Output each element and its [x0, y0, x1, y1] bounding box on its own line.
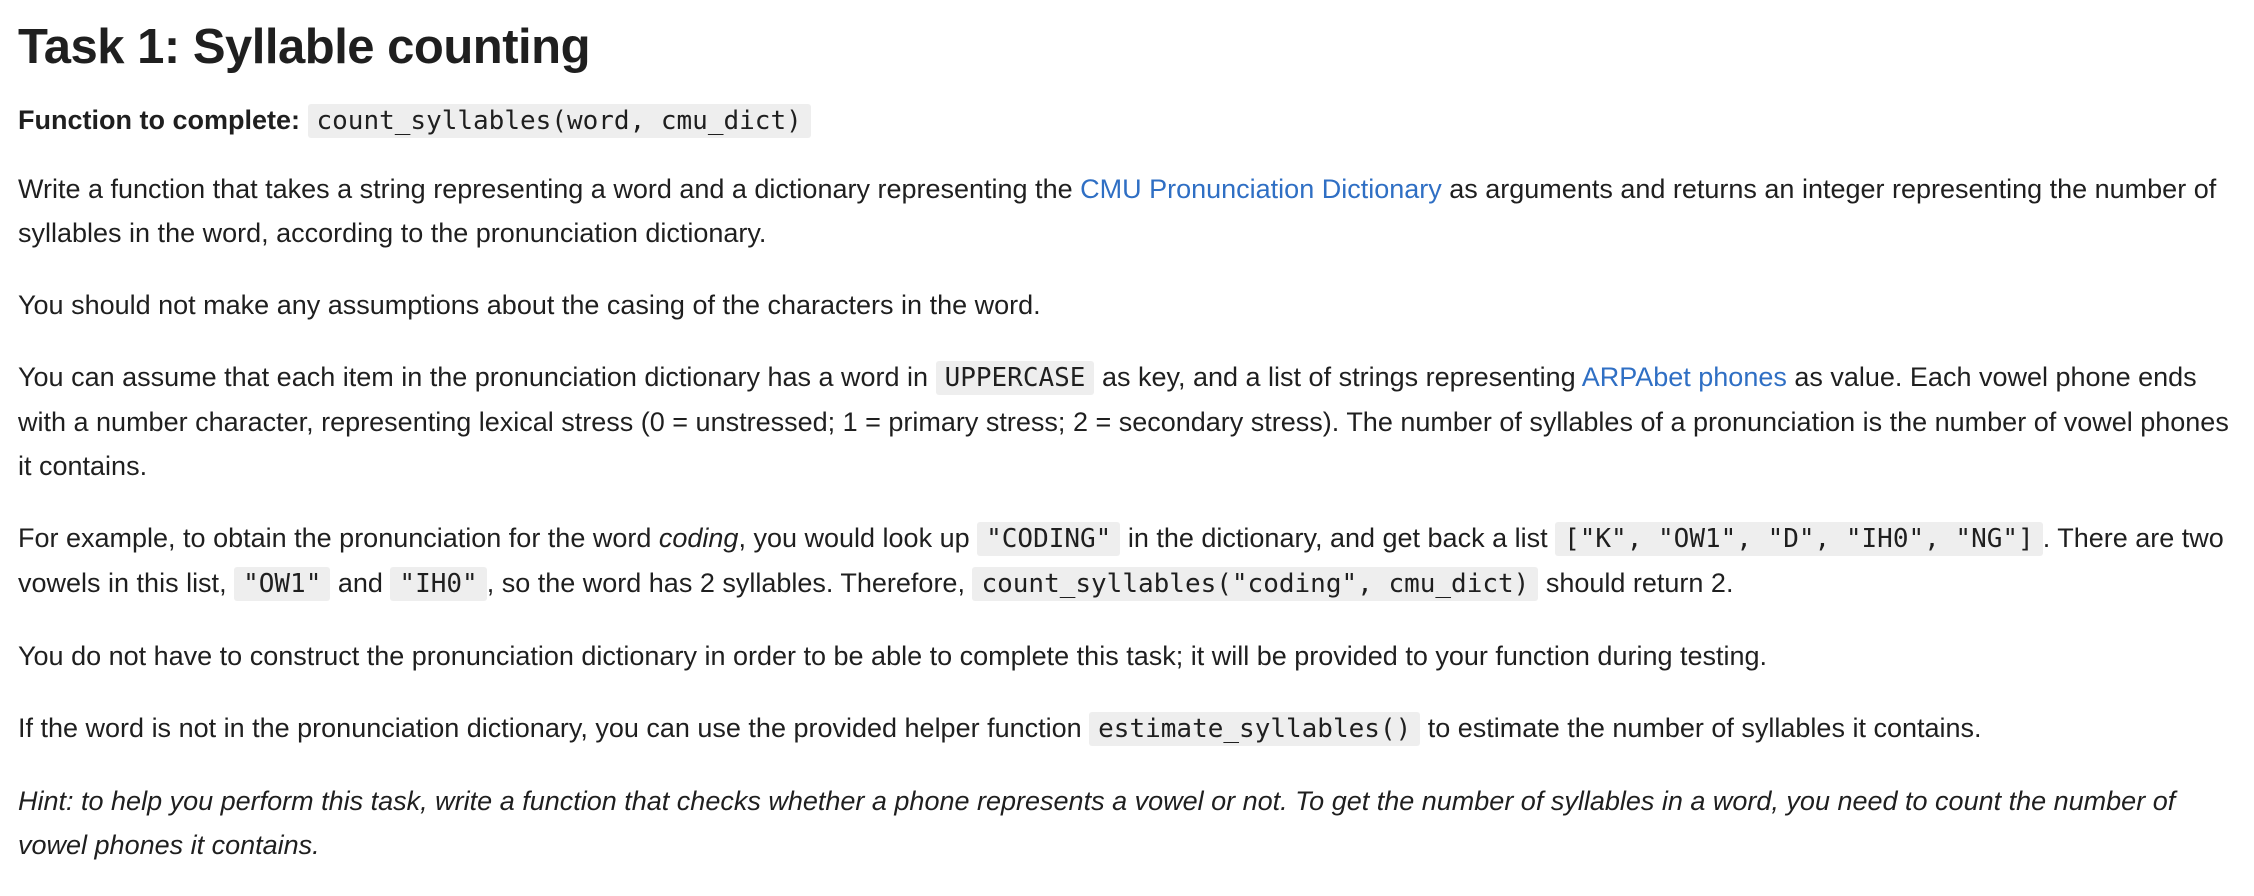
text-span: You can assume that each item in the pronunciation dictionary has a word in [18, 362, 936, 392]
text-span: If the word is not in the pronunciation dictionary, you can use the provided helper function [18, 713, 1090, 743]
text-span: For example, to obtain the pronunciation for the word [18, 523, 659, 553]
description-paragraph [18, 167, 2238, 255]
text-span: to estimate the number of syllables it contains. [1420, 713, 1982, 743]
helper-function-paragraph [18, 706, 2238, 751]
uppercase-code: UPPERCASE [936, 361, 1095, 395]
task-document [18, 0, 2238, 867]
emphasis-word: coding [658, 523, 739, 553]
text-span: , so the word has 2 syllables. Therefore, [486, 568, 973, 598]
text-span: . There are two vowels in this list, [18, 523, 2224, 598]
page-title: Task 1: Syllable counting [18, 20, 591, 74]
text-span: and [330, 568, 391, 598]
text-span: Write a function that takes a string representing a word and a dictionary representing the [18, 174, 1081, 204]
hint-paragraph: Hint: to help you perform this task, write a function that checks whether a phone represents a vowel or not. To get the number of syllables in a word, you need to count the number of vowel phones it contains. [18, 786, 2176, 860]
function-line [18, 98, 2238, 143]
text-span: as key, and a list of strings representing [1094, 362, 1582, 392]
provided-dictionary-paragraph: You do not have to construct the pronunciation dictionary in order to be able to complete this task; it will be provided to your function during testing. [18, 641, 1768, 671]
casing-paragraph: You should not make any assumptions about the casing of the characters in the word. [18, 290, 1041, 320]
function-call-code: count_syllables("coding", cmu_dict) [972, 567, 1538, 601]
text-span: should return 2. [1538, 568, 1734, 598]
function-signature-code: count_syllables(word, cmu_dict) [308, 104, 811, 138]
vowel-ih0-code: "IH0" [390, 567, 486, 601]
cmu-dictionary-link[interactable]: CMU Pronunciation Dictionary [1080, 174, 1442, 204]
estimate-syllables-code: estimate_syllables() [1089, 712, 1420, 746]
function-label: Function to complete: [18, 105, 300, 135]
text-span: in the dictionary, and get back a list [1120, 523, 1556, 553]
arpabet-phones-link[interactable]: ARPAbet phones [1581, 362, 1787, 392]
example-paragraph [18, 516, 2238, 606]
phone-list-code: ["K", "OW1", "D", "IH0", "NG"] [1555, 522, 2043, 556]
vowel-ow1-code: "OW1" [234, 567, 330, 601]
text-span: as arguments and returns an integer representing the number of syllables in the word, according to the pronunciation dictionary. [18, 174, 2217, 248]
dictionary-format-paragraph [18, 355, 2238, 488]
coding-key-code: "CODING" [977, 522, 1120, 556]
text-span: as value. Each vowel phone ends with a number character, representing lexical stress (0 = unstressed; 1 = primary stress; 2 = secondary stress). The number of syllables of a pronunciation is the number of vowel phones it contains. [18, 362, 2229, 481]
text-span: , you would look up [738, 523, 978, 553]
